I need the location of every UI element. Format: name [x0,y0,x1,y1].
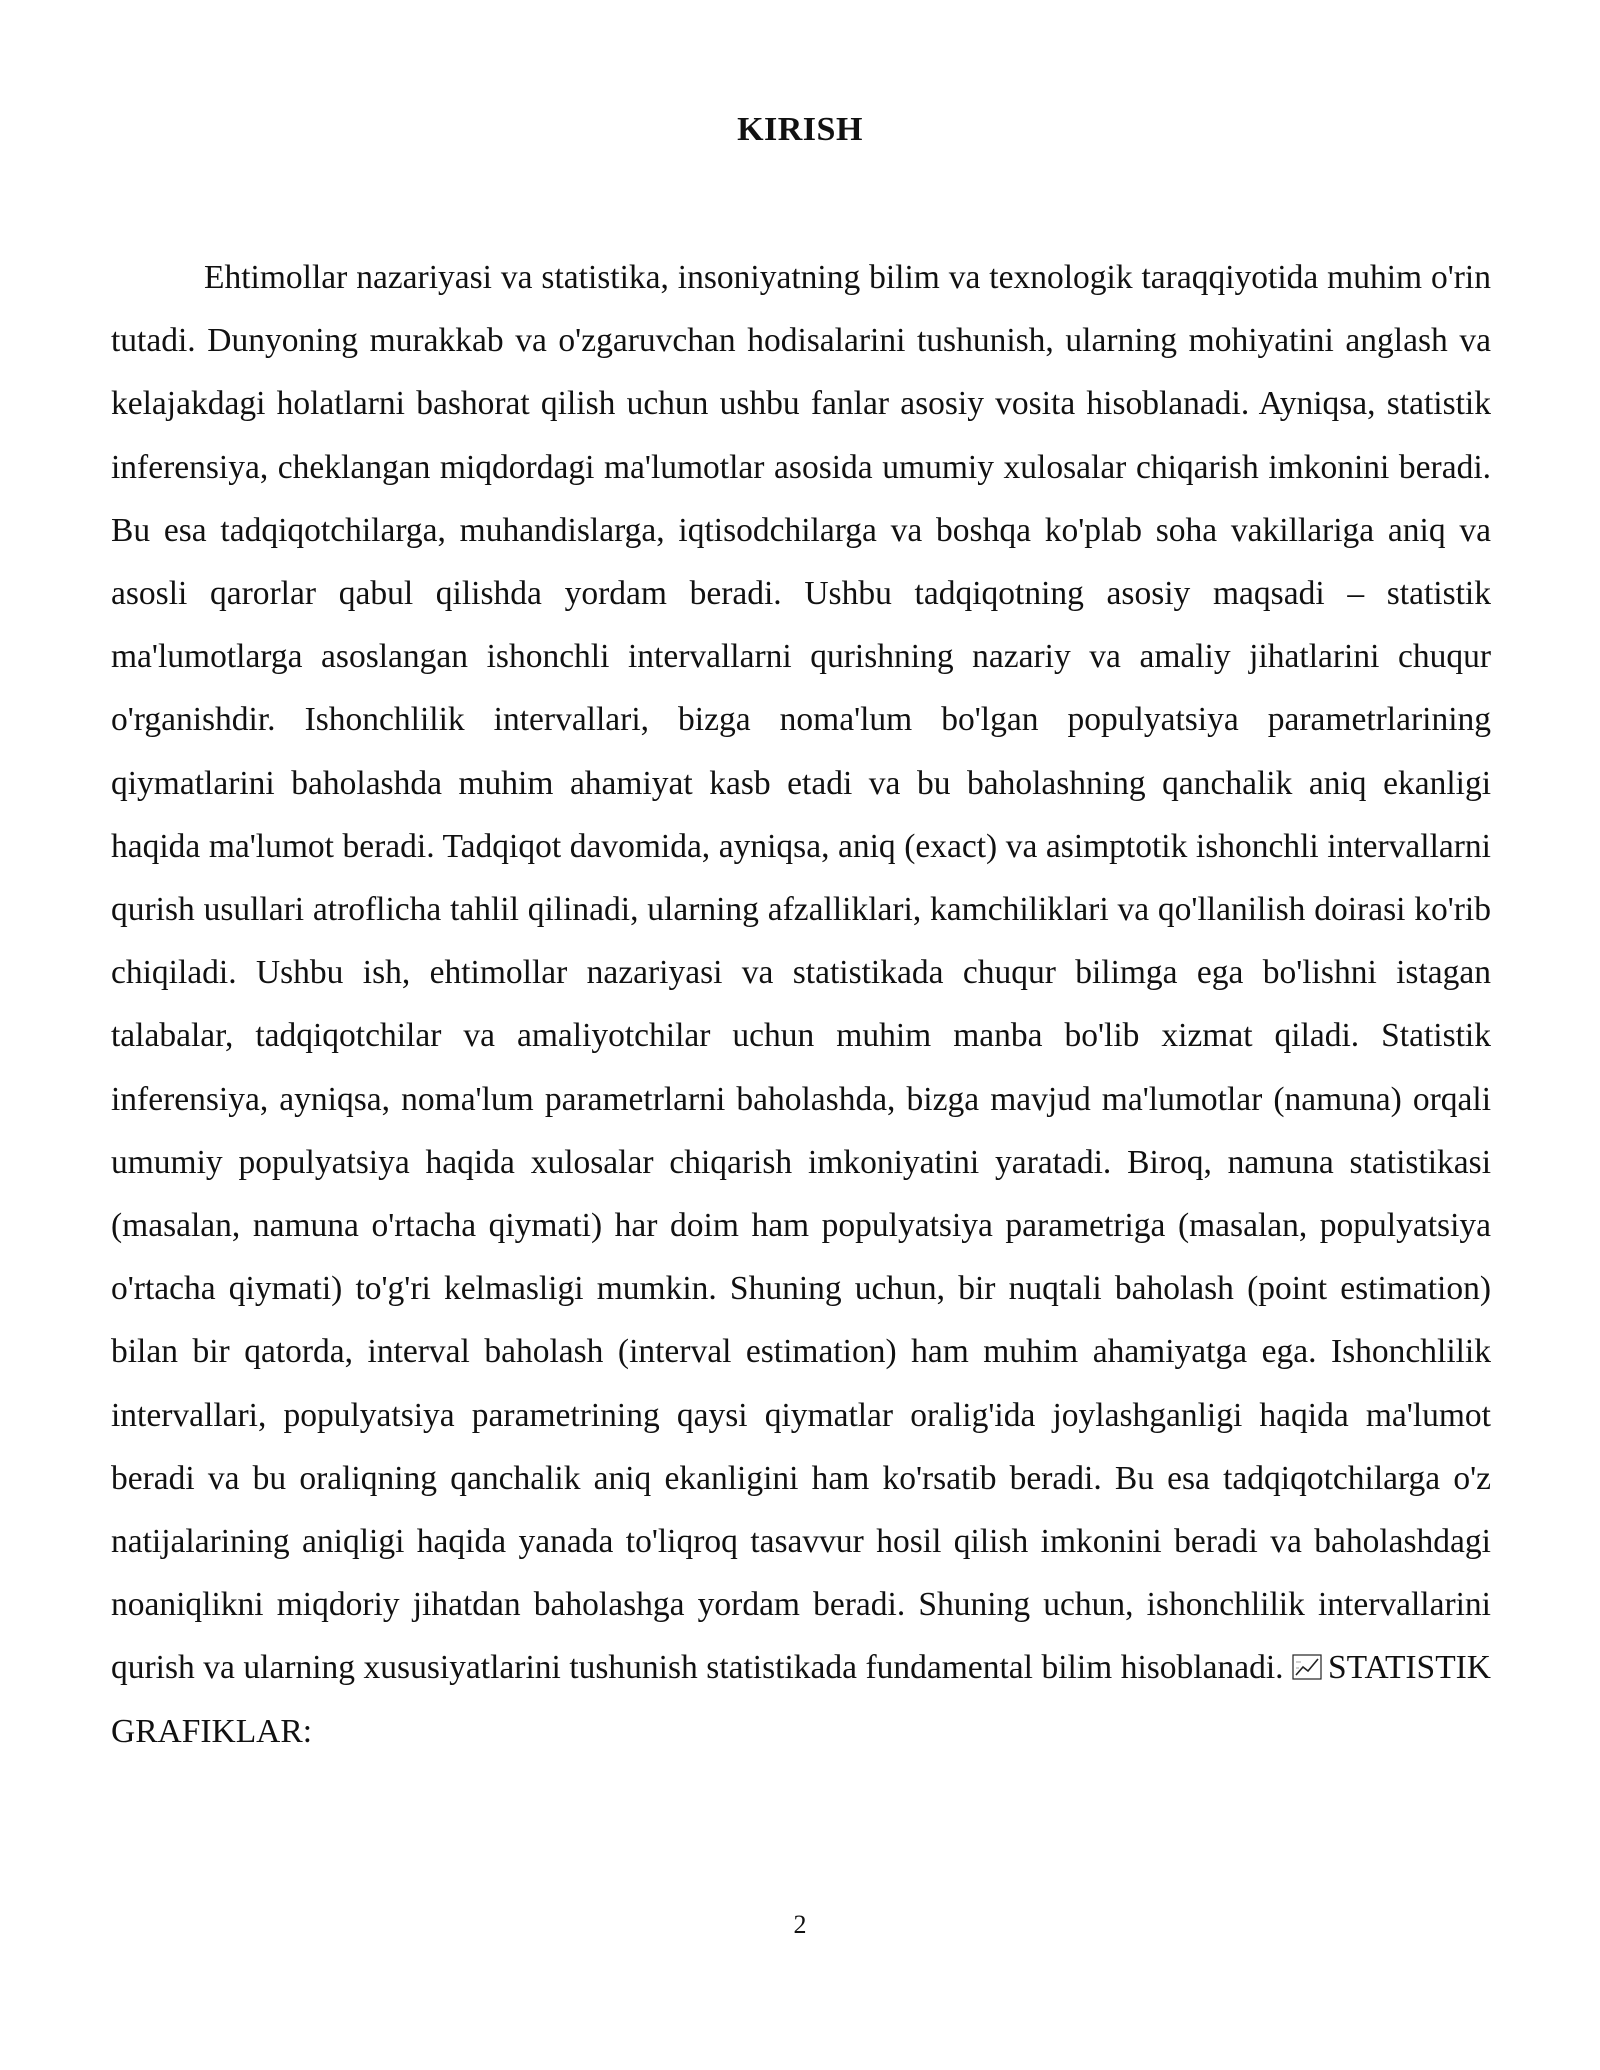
page-number: 2 [793,1910,807,1939]
chart-increasing-icon [1292,1654,1322,1680]
intro-paragraph [111,246,1491,1763]
section-heading: STATISTIK GRAFIKLAR: [111,1649,1491,1750]
paragraph-text: Ehtimollar nazariyasi va statistika, insoniyatning bilim va texnologik taraqqiyotida muhim o'rin tutadi. Dunyoning murakkab va o'zgaruvchan hodisalarini tushunish, ularning mohiyatini anglash va kelajakdagi holatlarni bashorat qilish uchun ushbu fanlar asosiy vosita hisoblanadi. Ayniqsa, statistik inferensiya, cheklangan miqdordagi ma'lumotlar asosida umumiy xulosalar chiqarish imkonini beradi. Bu esa tadqiqotchilarga, muhandislarga, iqtisodchilarga va boshqa ko'plab soha vakillariga aniq va asosli qarorlar qabul qilishda yordam beradi. Ushbu tadqiqotning asosiy maqsadi – statistik ma'lumotlarga asoslangan ishonchli intervallarni qurishning nazariy va amaliy jihatlarini chuqur o'rganishdir. Ishonchlilik intervallari, bizga noma'lum bo'lgan populyatsiya parametrlarining qiymatlarini baholashda muhim ahamiyat kasb etadi va bu baholashning qanchalik aniq ekanligi haqida ma'lumot beradi. Tadqiqot davomida, ayniqsa, aniq (exact) va asimptotik ishonchli intervallarni qurish usullari atroflicha tahlil qilinadi, ularning afzalliklari, kamchiliklari va qo'llanilish doirasi ko'rib chiqiladi. Ushbu ish, ehtimollar nazariyasi va statistikada chuqur bilimga ega bo'lishni istagan talabalar, tadqiqotchilar va amaliyotchilar uchun muhim manba bo'lib xizmat qiladi. Statistik inferensiya, ayniqsa, noma'lum parametrlarni baholashda, bizga mavjud ma'lumotlar (namuna) orqali umumiy populyatsiya haqida xulosalar chiqarish imkoniyatini yaratadi. Biroq, namuna statistikasi (masalan, namuna o'rtacha qiymati) har doim ham populyatsiya parametriga (masalan, populyatsiya o'rtacha qiymati) to'g'ri kelmasligi mumkin. Shuning uchun, bir nuqtali baholash (point estimation) bilan bir qatorda, interval baholash (interval estimation) ham muhim ahamiyatga ega. Ishonchlilik intervallari, populyatsiya parametrining qaysi qiymatlar oralig'ida joylashganligi haqida ma'lumot beradi va bu oraliqning qanchalik aniq ekanligini ham ko'rsatib beradi. Bu esa tadqiqotchilarga o'z natijalarining aniqligi haqida yanada to'liqroq tasavvur hosil qilish imkonini beradi va baholashdagi noaniqlikni miqdoriy jihatdan baholashga yordam beradi. Shuning uchun, ishonchlilik intervallarini qurish va ularning xususiyatlarini tushunish statistikada fundamental bilim hisoblanadi. [111,259,1491,1687]
page-title: KIRISH [737,111,863,148]
